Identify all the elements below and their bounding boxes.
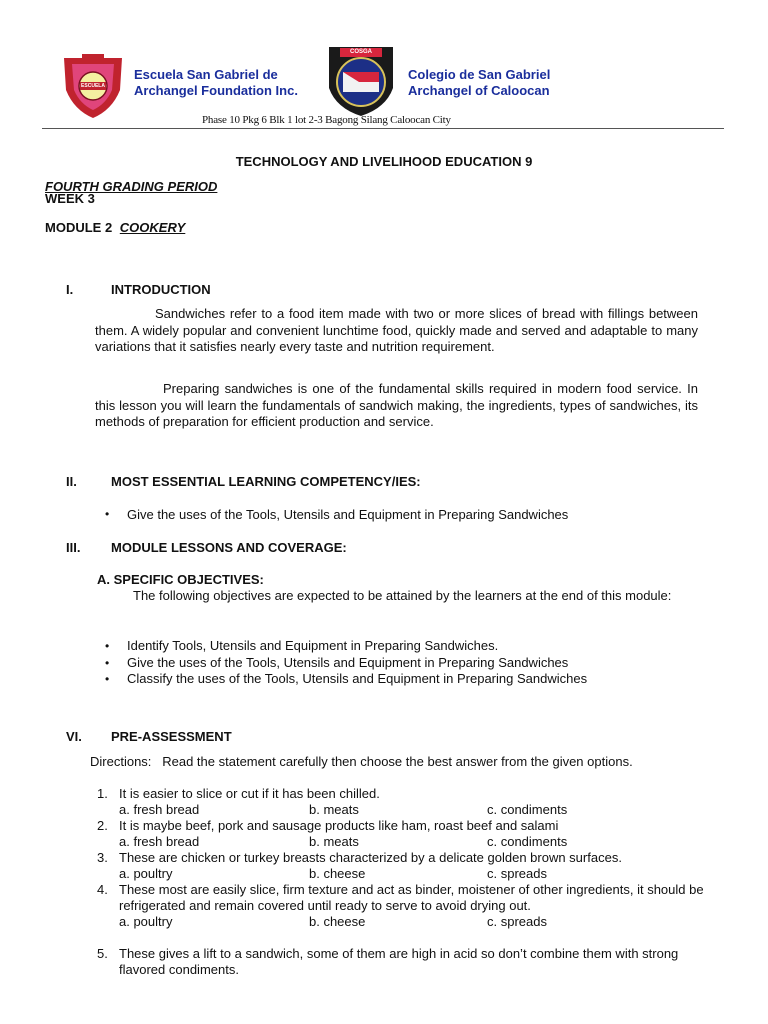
question-text: It is easier to slice or cut if it has been chilled. bbox=[119, 786, 380, 801]
option-b: b. cheese bbox=[309, 866, 366, 881]
competency-bullet bbox=[105, 507, 568, 522]
list-item bbox=[105, 638, 587, 655]
option-c: c. condiments bbox=[487, 802, 568, 817]
option-b: b. meats bbox=[309, 802, 359, 817]
option-b: b. meats bbox=[309, 834, 359, 849]
option-a: a. poultry bbox=[119, 914, 173, 929]
module-label: MODULE 2 bbox=[45, 220, 113, 235]
intro-paragraph-2: Preparing sandwiches is one of the fundamental skills required in modern food service. In this lesson you will learn the fundamentals of sandwich making, the ingredients, types of sandwiches, its methods of preparation for efficient production and service. bbox=[95, 381, 698, 429]
section-6-title: PRE-ASSESSMENT bbox=[111, 729, 232, 744]
question-5 bbox=[97, 946, 712, 978]
section-1-number: I. bbox=[66, 282, 74, 297]
section-3-title: MODULE LESSONS AND COVERAGE: bbox=[111, 540, 347, 555]
logo-colegio-text: COSGA bbox=[349, 49, 372, 55]
question-text: These are chicken or turkey breasts characterized by a delicate golden brown surfaces. bbox=[119, 850, 622, 865]
option-c: c. spreads bbox=[487, 866, 547, 881]
list-item bbox=[105, 671, 587, 688]
objective-text: Classify the uses of the Tools, Utensils and Equipment in Preparing Sandwiches bbox=[127, 671, 588, 686]
question-4 bbox=[97, 882, 712, 930]
question-2 bbox=[97, 818, 712, 850]
section-6-number: VI. bbox=[66, 729, 82, 744]
list-item bbox=[105, 655, 587, 672]
option-c: c. spreads bbox=[487, 914, 547, 929]
section-2-number: II. bbox=[66, 474, 77, 489]
question-text: It is maybe beef, pork and sausage products like ham, roast beef and salami bbox=[119, 818, 559, 833]
school-name-colegio bbox=[408, 67, 550, 99]
objectives-heading: A. SPECIFIC OBJECTIVES: bbox=[97, 572, 264, 587]
competency-text: Give the uses of the Tools, Utensils and Equipment in Preparing Sandwiches bbox=[127, 507, 569, 522]
question-number: 4. bbox=[97, 882, 108, 897]
section-1-title: INTRODUCTION bbox=[111, 282, 211, 297]
objective-text: Identify Tools, Utensils and Equipment in Preparing Sandwiches. bbox=[127, 638, 499, 653]
school-name-escuela-line1: Escuela San Gabriel de bbox=[134, 67, 278, 82]
intro-paragraph-1: Sandwiches refer to a food item made with two or more slices of bread with fillings between them. A widely popular and convenient lunchtime food, quickly made and served and adaptable to many variations that it satisfies nearly every taste and nutrition requirement. bbox=[95, 306, 698, 354]
question-text: These gives a lift to a sandwich, some of them are high in acid so don’t combine them with strong flavored condiments. bbox=[119, 946, 679, 977]
bullet-icon: • bbox=[105, 507, 110, 521]
logo-colegio bbox=[326, 44, 396, 118]
school-address: Phase 10 Pkg 6 Blk 1 lot 2-3 Bagong Silang Caloocan City bbox=[202, 114, 451, 126]
bullet-icon: • bbox=[105, 672, 110, 686]
option-a: a. poultry bbox=[119, 866, 173, 881]
school-name-escuela bbox=[134, 67, 298, 99]
school-name-colegio-line2: Archangel of Caloocan bbox=[408, 83, 550, 98]
school-name-colegio-line1: Colegio de San Gabriel bbox=[408, 67, 551, 82]
header-divider bbox=[42, 128, 724, 129]
logo-escuela-text: ESCUELA bbox=[81, 83, 105, 89]
doc-title: TECHNOLOGY AND LIVELIHOOD EDUCATION 9 bbox=[235, 154, 533, 169]
school-name-escuela-line2: Archangel Foundation Inc. bbox=[134, 83, 298, 98]
question-number: 2. bbox=[97, 818, 108, 833]
option-c: c. condiments bbox=[487, 834, 568, 849]
question-number: 5. bbox=[97, 946, 108, 961]
module-heading bbox=[45, 220, 185, 235]
option-b: b. cheese bbox=[309, 914, 366, 929]
question-number: 3. bbox=[97, 850, 108, 865]
question-text: These most are easily slice, firm texture and act as binder, moistener of other ingredients, it should be refrigerated and remain covered until ready to serve to avoid drying out. bbox=[119, 882, 704, 913]
question-1 bbox=[97, 786, 712, 818]
question-number: 1. bbox=[97, 786, 108, 801]
section-3-number: III. bbox=[66, 540, 81, 555]
module-name: COOKERY bbox=[119, 220, 186, 235]
bullet-icon: • bbox=[105, 639, 110, 653]
option-a: a. fresh bread bbox=[119, 834, 200, 849]
objective-text: Give the uses of the Tools, Utensils and Equipment in Preparing Sandwiches bbox=[127, 654, 569, 670]
question-3 bbox=[97, 850, 712, 882]
logo-escuela bbox=[60, 50, 126, 120]
section-2-title: MOST ESSENTIAL LEARNING COMPETENCY/IES: bbox=[111, 474, 421, 489]
option-a: a. fresh bread bbox=[119, 802, 200, 817]
question-list bbox=[97, 786, 712, 978]
bullet-icon: • bbox=[105, 655, 110, 670]
directions: Directions: Read the statement carefully then choose the best answer from the given options. bbox=[90, 754, 633, 769]
objectives-intro: The following objectives are expected to be attained by the learners at the end of this module: bbox=[133, 588, 672, 603]
week-label: WEEK 3 bbox=[45, 191, 95, 206]
objectives-list bbox=[105, 638, 587, 688]
grading-period: FOURTH GRADING PERIOD bbox=[45, 179, 218, 194]
